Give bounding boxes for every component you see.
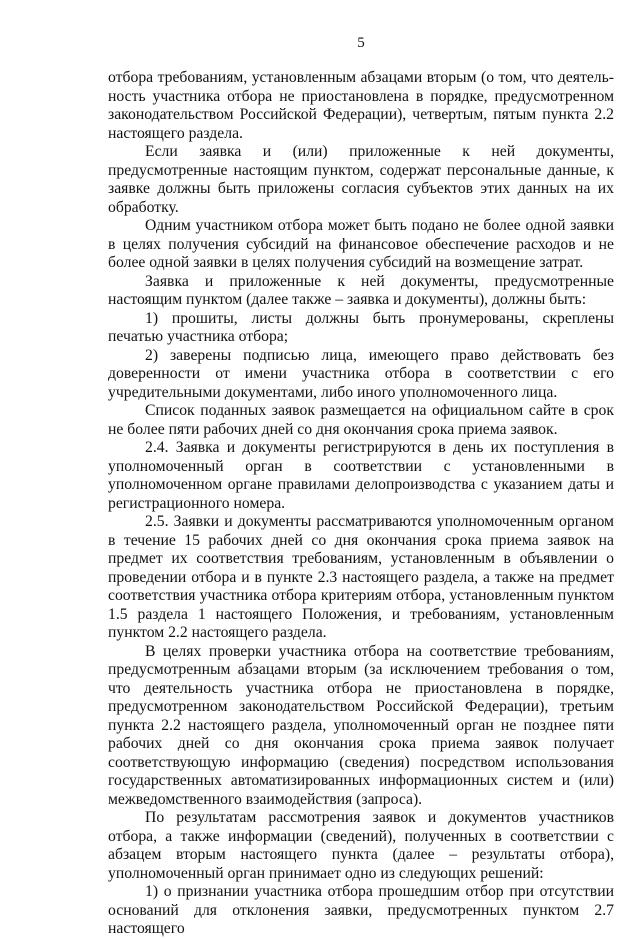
list-item-2: 2) заверены подписью лица, имеющего право действовать без доверенности от имени участника отбора в соответствии с его учредительными документами, либо иного уполномоченного лица.	[108, 346, 614, 401]
paragraph-application-requirements: Заявка и приложенные к ней документы, предусмотренные настоящим пунктом (далее также – заявка и документы), должны быть:	[108, 272, 614, 308]
paragraph-continuation: отбора требованиям, установленным абзацами вторым (о том, что деятельность участника отбора не приостановлена в порядке, предусмотренном законодательством Российской Федерации), четвертым, пятым пункта 2.2 настоящего раздела.	[108, 69, 614, 142]
paragraph-personal-data: Если заявка и (или) приложенные к ней документы, предусмотренные настоящим пунктом, содержат персональные данные, к заявке должны быть приложены согласия субъектов этих данных на их обработку.	[108, 143, 614, 216]
section-2-5: 2.5. Заявки и документы рассматриваются уполномоченным органом в течение 15 рабочих дней со дня окончания срока приема заявок на предмет их соответствия требованиям, установленным в объявлении о проведении отбора и в пункте 2.3 настоящего раздела, а также на предмет соответствия участника отбора критериям отбора, установленным пунктом 1.5 раздела 1 настоящего Положения, и требованиям, установленным пунктом 2.2 настоящего раздела.	[108, 513, 614, 641]
list-item-1: 1) прошиты, листы должны быть пронумерованы, скреплены печатью участника отбора;	[108, 309, 614, 345]
page-number: 5	[357, 35, 365, 51]
paragraph-verification: В целях проверки участника отбора на соответствие требованиям, предусмотренным абзацами вторым (за исключением требования о том, что деятельность участника отбора не приостановлена в порядке, предусмотренном законодательством Российской Федерации), третьим пункта 2.2 настоящего раздела, уполномоченный орган не позднее пяти рабочих дней со дня окончания срока приема заявок получает соответствующую информацию (сведения) посредством использования государственных автоматизированных информационных систем и (или) межведомственного взаимодействия (запроса).	[108, 642, 614, 808]
paragraph-review-results: По результатам рассмотрения заявок и документов участников отбора, а также информации (сведений), полученных в соответствии с абзацем вторым настоящего пункта (далее – результаты отбора), уполномоченный орган принимает одно из следующих решений:	[108, 809, 614, 882]
decision-item-1: 1) о признании участника отбора прошедшим отбор при отсутствии оснований для отклонения заявки, предусмотренных пунктом 2.7 настоящего	[108, 883, 614, 937]
document-page	[108, 34, 614, 939]
paragraph-list-publication: Список поданных заявок размещается на официальном сайте в срок не более пяти рабочих дней со дня окончания срока приема заявок.	[108, 402, 614, 438]
section-2-4: 2.4. Заявка и документы регистрируются в день их поступления в уполномоченный орган в соответствии с установленными в уполномоченном органе правилами делопроизводства с указанием даты и регистрационного номера.	[108, 439, 614, 512]
paragraph-one-application: Одним участником отбора может быть подано не более одной заявки в целях получения субсидий на финансовое обеспечение расходов и не более одной заявки в целях получения субсидий на возмещение затрат.	[108, 217, 614, 271]
